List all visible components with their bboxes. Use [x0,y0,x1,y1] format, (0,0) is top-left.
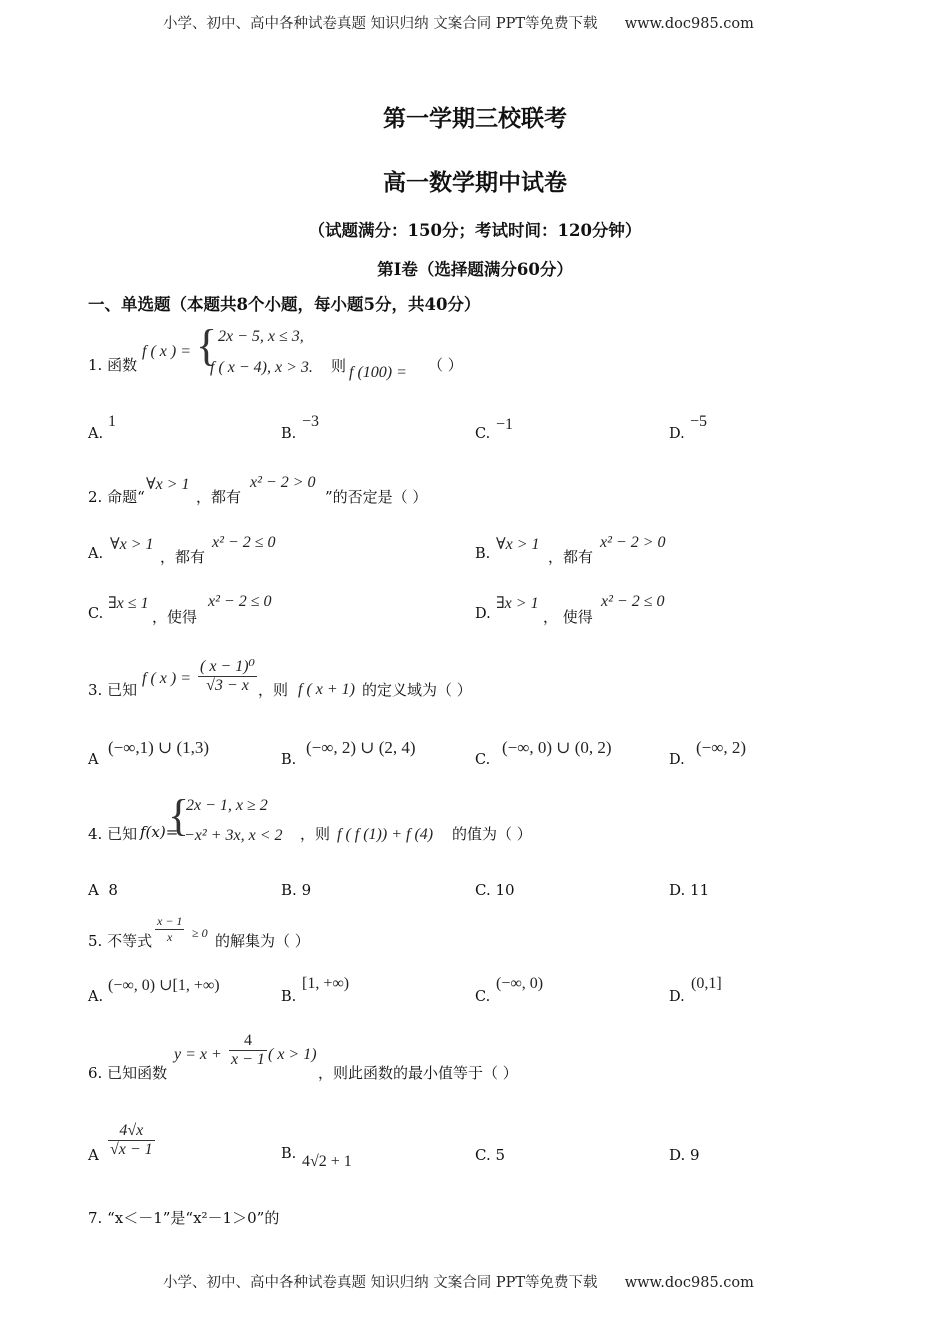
question-1-lhs: f ( x ) = [142,343,191,360]
question-3-comma: ，则 [258,681,289,699]
question-4-case1: 2x − 1, x ≥ 2 [186,797,268,814]
question-1-case2: f ( x − 4), x > 3. [210,359,313,376]
question-5-number: 5. 不等式 [88,932,153,950]
question-3-numerator: ( x − 1)⁰ [200,658,255,675]
piecewise-brace: { [196,321,218,370]
q5-option-a-value: (−∞, 0) ∪[1, +∞) [108,977,220,994]
q6-option-c-value: 5 [495,1146,506,1164]
question-1-rhs: f (100) = [349,364,407,381]
q4-option-b-value: 9 [301,881,312,899]
q6-option-a-denominator: √x − 1 [110,1141,153,1158]
question-2-expr: x² − 2 > 0 [250,474,316,491]
q4-option-b[interactable] [281,881,311,899]
question-1-case1: 2x − 5, x ≤ 3, [218,328,304,345]
question-6-condition: ( x > 1) [268,1046,317,1063]
q4-option-d-label: D. [669,881,686,899]
q6-option-a-numerator: 4√x [108,1122,155,1141]
q4-option-d[interactable] [669,881,709,899]
q1-option-d-label[interactable]: D. [669,426,685,442]
section-title: 一、单选题（本题共8个小题，每小题5分，共40分） [88,295,481,314]
q3-option-d-value: (−∞, 2) [696,738,747,757]
q2-option-b-quant: ∀x > 1 [496,536,540,553]
q6-option-d-label: D. [669,1146,686,1164]
q4-option-a[interactable] [88,881,118,899]
question-4-fx: f(x)= [140,823,179,841]
question-4-tail: 的值为（ ） [452,825,532,843]
q6-option-c[interactable] [475,1146,505,1164]
part-title: 第I卷（选择题满分60分） [377,260,573,279]
question-2-tail: ”的否定是（ ） [325,488,428,506]
q5-option-a-label[interactable]: A. [88,989,104,1005]
question-1-paren: （ ） [428,356,463,374]
q2-option-c-expr: x² − 2 ≤ 0 [208,593,272,610]
q5-option-d-value: (0,1] [691,975,722,992]
q4-option-c-value: 10 [495,881,515,899]
question-5-fraction [155,914,184,945]
q4-option-d-value: 11 [690,881,710,899]
question-3-number: 3. 已知 [88,681,138,699]
q2-option-d-quant: ∃x > 1 [496,595,539,612]
question-6-numerator: 4 [229,1032,267,1051]
q2-option-d-expr: x² − 2 ≤ 0 [601,593,665,610]
q4-option-c-label: C. [475,881,491,899]
q2-option-b-expr: x² − 2 > 0 [600,534,666,551]
footer-url-link[interactable]: www.doc985.com [624,1275,754,1291]
q2-option-a-label[interactable]: A. [88,546,104,562]
q4-option-c[interactable] [475,881,515,899]
q1-option-c-label[interactable]: C. [475,426,491,442]
q2-option-a-word: ，都有 [160,548,206,566]
q3-option-d-label[interactable]: D. [669,752,685,768]
q1-option-b-value: −3 [302,413,320,430]
q6-option-a-label[interactable]: A [88,1146,99,1164]
q2-option-b-word: ，都有 [548,548,594,566]
q3-option-c-label[interactable]: C. [475,752,491,768]
q6-option-a-fraction [108,1122,155,1159]
question-6-number: 6. 已知函数 [88,1064,168,1082]
q5-option-b-label[interactable]: B. [281,989,297,1005]
question-3-denominator: √3 − x [206,677,249,694]
q4-option-b-label: B. [281,881,297,899]
q2-option-d-label[interactable]: D. [475,606,491,622]
question-4-case2: −x² + 3x, x < 2 [184,827,283,844]
exam-title: 第一学期三校联考 [383,105,567,132]
piecewise-brace-q4: { [168,791,190,840]
q2-option-b-label[interactable]: B. [475,546,491,562]
q2-option-c-word: ，使得 [152,608,198,626]
header-url-link[interactable]: www.doc985.com [624,16,754,32]
q1-option-a-value: 1 [108,413,116,430]
question-5-ineq: ≥ 0 [192,926,208,940]
footer-text: 小学、初中、高中各种试卷真题 知识归纳 文案合同 PPT等免费下载 [163,1275,598,1291]
q6-option-b-value: 4√2 + 1 [302,1153,352,1170]
question-7-text: 7. “x＜－1”是“x²－1＞0”的 [88,1209,280,1227]
q1-option-b-label[interactable]: B. [281,426,297,442]
q3-option-c-value: (−∞, 0) ∪ (0, 2) [502,738,612,757]
header-banner [163,12,754,33]
header-text: 小学、初中、高中各种试卷真题 知识归纳 文案合同 PPT等免费下载 [163,16,598,32]
question-6-lhs: y = x + [174,1046,222,1063]
exam-info: （试题满分：150分；考试时间：120分钟） [308,221,642,240]
question-2-quantifier: ∀x > 1 [146,476,190,493]
question-1-then: 则 [331,357,347,375]
q3-option-a-value: (−∞,1) ∪ (1,3) [108,738,210,757]
exam-subtitle: 高一数学期中试卷 [383,169,567,196]
footer-banner [163,1271,754,1292]
q6-option-c-label: C. [475,1146,491,1164]
q1-option-a-label[interactable]: A. [88,426,104,442]
q4-option-a-value: 8 [108,881,118,899]
q3-option-a-label[interactable]: A [88,752,99,768]
question-3-lhs: f ( x ) = [142,670,191,687]
question-6-tail: ，则此函数的最小值等于（ ） [318,1064,518,1082]
q5-option-b-value: [1, +∞) [302,975,350,992]
question-4-comma: ，则 [300,825,331,843]
question-4-expr: f ( f (1)) + f (4) [337,826,434,843]
q5-option-d-label[interactable]: D. [669,989,685,1005]
q2-option-d-word: ， 使得 [543,608,593,626]
q5-option-c-label[interactable]: C. [475,989,491,1005]
q3-option-b-label[interactable]: B. [281,752,297,768]
q6-option-d[interactable] [669,1146,700,1164]
q1-option-d-value: −5 [690,413,708,430]
question-6-denominator: x − 1 [231,1051,265,1068]
q5-option-c-value: (−∞, 0) [496,975,544,992]
question-3-arg: f ( x + 1) [298,681,355,698]
question-3-tail: 的定义域为（ ） [362,681,472,699]
question-4-number: 4. 已知 [88,825,138,843]
question-6-fraction [229,1032,267,1069]
q6-option-b-label[interactable]: B. [281,1146,297,1162]
question-5-denominator: x [167,930,173,944]
q2-option-c-quant: ∃x ≤ 1 [108,595,149,612]
question-5-tail: 的解集为（ ） [215,932,310,950]
q4-option-a-label: A [88,881,99,899]
q2-option-a-expr: x² − 2 ≤ 0 [212,534,276,551]
question-2-mid: ，都有 [196,488,242,506]
question-5-numerator: x − 1 [157,914,183,928]
q1-option-c-value: −1 [496,416,514,433]
question-2-number: 2. 命题“ [88,488,145,506]
q2-option-a-quant: ∀x > 1 [110,536,154,553]
question-1-number: 1. 函数 [88,356,138,374]
q2-option-c-label[interactable]: C. [88,606,104,622]
q3-option-b-value: (−∞, 2) ∪ (2, 4) [306,738,416,757]
question-3-fraction [198,656,257,695]
q6-option-d-value: 9 [690,1146,700,1164]
